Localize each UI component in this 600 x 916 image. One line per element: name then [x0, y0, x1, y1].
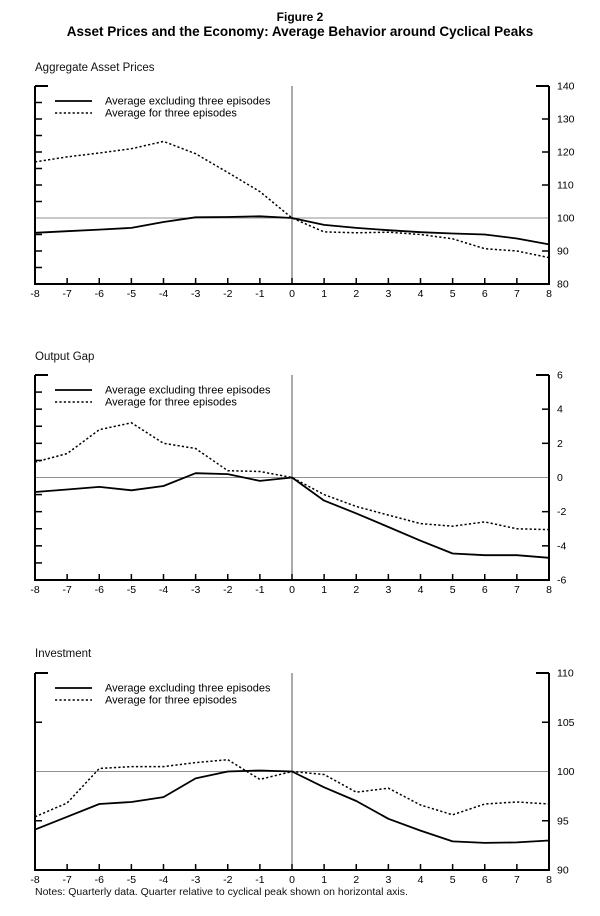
chart-1-legend-solid-label: Average excluding three episodes — [105, 95, 271, 108]
chart-3-x-tick-label: 8 — [546, 874, 552, 886]
chart-1-x-tick-label: -1 — [255, 288, 265, 300]
chart-3-x-tick-label: 1 — [321, 874, 328, 886]
chart-2-x-tick-label: -3 — [190, 584, 201, 596]
chart-2-x-tick-label: -1 — [255, 584, 265, 596]
figure-number: Figure 2 — [276, 10, 324, 24]
chart-1-x-tick-label: 7 — [513, 288, 520, 300]
panel-title-aggregate-asset-prices: Aggregate Asset Prices — [35, 62, 155, 74]
chart-2-x-tick-label: -7 — [62, 584, 72, 596]
chart-1-y-tick-label: 90 — [557, 245, 569, 258]
chart-3-y-tick-label: 105 — [557, 716, 575, 729]
chart-1-x-tick-label: 2 — [353, 288, 360, 300]
chart-3-x-tick-label: -6 — [94, 874, 104, 886]
chart-2-x-tick-label: -2 — [223, 584, 233, 596]
chart-3-x-tick-label: 2 — [353, 874, 360, 886]
chart-2-legend-solid-label: Average excluding three episodes — [105, 384, 271, 397]
chart-2-x-tick-label: 2 — [353, 584, 360, 596]
chart-1-x-tick-label: 3 — [385, 288, 392, 300]
chart-3-x-tick-label: -8 — [30, 874, 40, 886]
chart-1-x-tick-label: 5 — [449, 288, 456, 300]
chart-2-x-tick-label: 8 — [546, 584, 552, 596]
chart-3-y-tick-label: 90 — [557, 864, 569, 877]
chart-3-legend-dotted-label: Average for three episodes — [105, 694, 237, 707]
chart-2-x-tick-label: 6 — [481, 584, 488, 596]
panel-title-investment: Investment — [35, 648, 92, 660]
chart-2-x-tick-label: -5 — [126, 584, 137, 596]
chart-2-x-tick-label: 0 — [289, 584, 295, 596]
chart-2-y-tick-label: -2 — [557, 506, 567, 519]
chart-2-legend-dotted-label: Average for three episodes — [105, 396, 237, 409]
chart-2-y-tick-label: 6 — [557, 369, 563, 382]
chart-1-y-tick-label: 100 — [557, 212, 575, 225]
chart-2-x-tick-label: -4 — [158, 584, 169, 596]
chart-1-y-tick-label: 120 — [557, 146, 575, 159]
chart-2-x-tick-label: -8 — [30, 584, 40, 596]
chart-3-x-tick-label: 3 — [385, 874, 392, 886]
chart-1-x-tick-label: 1 — [321, 288, 328, 300]
chart-1-x-tick-label: -6 — [94, 288, 104, 300]
chart-1-legend-dotted-label: Average for three episodes — [105, 107, 237, 120]
chart-2-x-tick-label: 4 — [417, 584, 424, 596]
chart-1-y-tick-label: 140 — [557, 80, 575, 93]
chart-1-x-tick-label: -7 — [62, 288, 72, 300]
chart-1-y-tick-label: 130 — [557, 113, 575, 126]
chart-3-x-tick-label: 0 — [289, 874, 295, 886]
chart-2-y-tick-label: 0 — [557, 472, 563, 484]
figure-notes: Notes: Quarterly data. Quarter relative to cyclical peak shown on horizontal axis. — [35, 886, 408, 898]
chart-3-x-tick-label: -5 — [126, 874, 137, 886]
chart-3-x-tick-label: -2 — [223, 874, 233, 886]
chart-3-x-tick-label: -4 — [158, 874, 169, 886]
chart-3-y-tick-label: 110 — [557, 667, 574, 680]
chart-2-y-tick-label: -4 — [557, 540, 567, 553]
chart-2-x-tick-label: 5 — [449, 584, 456, 596]
chart-2-y-tick-label: -6 — [557, 574, 567, 587]
chart-3-x-tick-label: 5 — [449, 874, 456, 886]
chart-3-x-tick-label: -7 — [62, 874, 72, 886]
chart-2-y-tick-label: 4 — [557, 403, 563, 416]
chart-1-x-tick-label: -5 — [126, 288, 137, 300]
chart-3-x-tick-label: -1 — [255, 874, 265, 886]
chart-1-x-tick-label: 6 — [481, 288, 488, 300]
chart-1-x-tick-label: -2 — [223, 288, 233, 300]
chart-3-y-tick-label: 95 — [557, 815, 569, 828]
chart-3-x-tick-label: 6 — [481, 874, 488, 886]
chart-2-x-tick-label: 1 — [321, 584, 328, 596]
chart-1-x-tick-label: 8 — [546, 288, 552, 300]
chart-2-x-tick-label: -6 — [94, 584, 104, 596]
chart-3-legend-solid-label: Average excluding three episodes — [105, 682, 271, 695]
chart-1-x-tick-label: -4 — [158, 288, 169, 300]
chart-1-y-tick-label: 110 — [557, 179, 574, 192]
chart-3-y-tick-label: 100 — [557, 766, 575, 778]
panel-title-output-gap: Output Gap — [35, 351, 95, 363]
chart-1-x-tick-label: 4 — [417, 288, 424, 300]
chart-1-y-tick-label: 80 — [557, 278, 569, 291]
chart-3-x-tick-label: 7 — [513, 874, 520, 886]
chart-3-x-tick-label: 4 — [417, 874, 424, 886]
chart-3-x-tick-label: -3 — [190, 874, 201, 886]
chart-1-x-tick-label: 0 — [289, 288, 295, 300]
chart-1-x-tick-label: -3 — [190, 288, 201, 300]
chart-2-y-tick-label: 2 — [557, 437, 563, 450]
chart-1-x-tick-label: -8 — [30, 288, 40, 300]
chart-2-x-tick-label: 7 — [513, 584, 520, 596]
chart-2-x-tick-label: 3 — [385, 584, 392, 596]
figure-title: Asset Prices and the Economy: Average Behavior around Cyclical Peaks — [66, 24, 534, 39]
